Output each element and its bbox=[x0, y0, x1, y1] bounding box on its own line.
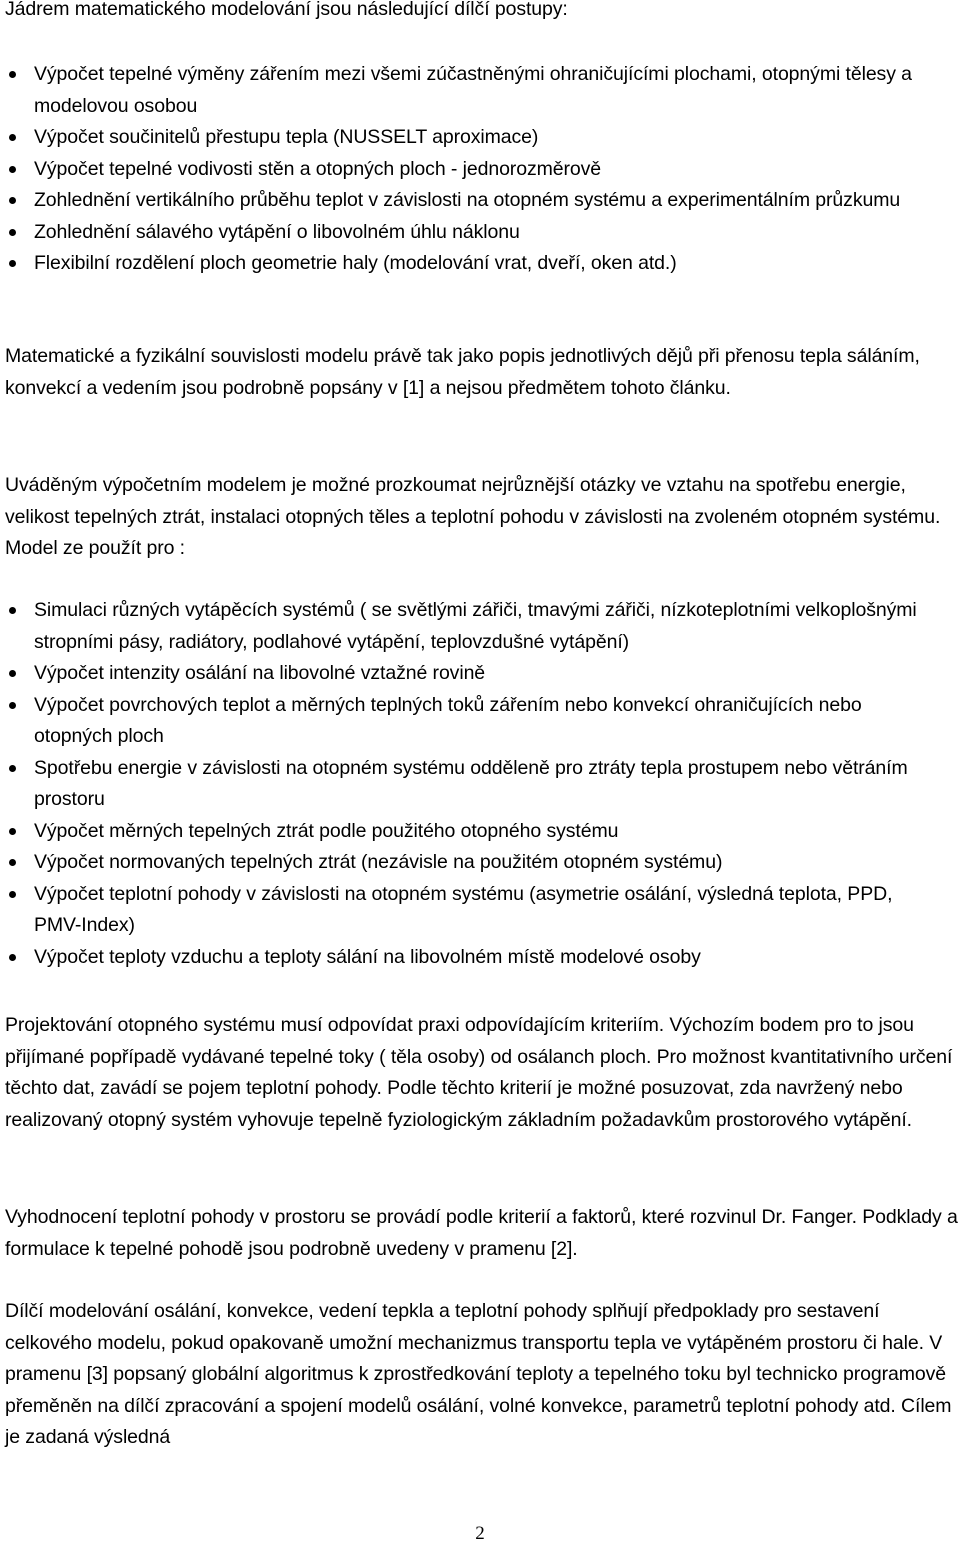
bullet-icon bbox=[9, 765, 16, 772]
list-item-text: Výpočet povrchových teplot a měrných teplných toků zářením nebo konvekcí ohraničujících nebo otopných ploch bbox=[34, 693, 862, 747]
list-item bbox=[0, 658, 930, 690]
bullet-icon bbox=[9, 260, 16, 267]
list-item-text: Výpočet tepelné výměny zářením mezi všemi zúčastněnými ohraničujícími plochami, otopnými tělesy a modelovou osobou bbox=[34, 63, 912, 117]
list-item-text: Výpočet normovaných tepelných ztrát (nezávisle na použitém otopném systému) bbox=[34, 851, 723, 873]
list-item bbox=[0, 154, 930, 186]
paragraph-math-physics: Matematické a fyzikální souvislosti modelu právě tak jako popis jednotlivých dějů při přenosu tepla sáláním, konvekcí a vedením jsou podrobně popsány v [1] a nejsou předmětem tohoto článku. bbox=[5, 345, 920, 399]
list-item-text: Zohlednění sálavého vytápění o libovolném úhlu náklonu bbox=[34, 220, 520, 243]
modeling-steps-list bbox=[0, 59, 930, 280]
bullet-icon bbox=[9, 607, 16, 614]
paragraph-heating-design: Projektování otopného systému musí odpovídat praxi odpovídajícím kriteriím. Výchozím bodem pro to jsou přijímané popřípadě vydávané tepelné toky ( těla osoby) od osálanch ploch. Pro možnost kvantitativního určení těchto dat, zavádí se pojem teplotní pohody. Podle těchto kriterií je možné posuzovat, zda navržený nebo realizovaný otopný systém vyhovuje tepelně fyziologickým základním požadavkům prostorového vytápění. bbox=[5, 1014, 953, 1131]
bullet-icon bbox=[9, 954, 16, 961]
bullet-icon bbox=[9, 828, 16, 835]
section-intro-heading: Jádrem matematického modelování jsou následující dílčí postupy: bbox=[5, 0, 568, 20]
list-item bbox=[0, 942, 930, 974]
list-item-text: Spotřebu energie v závislosti na otopném systému odděleně pro ztráty tepla prostupem nebo větráním prostoru bbox=[34, 756, 908, 810]
bullet-icon bbox=[9, 702, 16, 709]
list-item bbox=[0, 879, 930, 942]
bullet-icon bbox=[9, 891, 16, 898]
list-item bbox=[0, 185, 930, 217]
bullet-icon bbox=[9, 229, 16, 236]
list-item bbox=[0, 753, 930, 816]
paragraph-comfort-evaluation: Vyhodnocení teplotní pohody v prostoru se provádí podle kriterií a faktorů, které rozvinul Dr. Fanger. Podklady a formulace k tepelné pohodě jsou podrobně uvedeny v pramenu [2]. bbox=[5, 1206, 958, 1260]
bullet-icon bbox=[9, 71, 16, 78]
model-uses-list bbox=[0, 595, 930, 973]
list-item bbox=[0, 690, 930, 753]
list-item bbox=[0, 816, 930, 848]
paragraph-partial-modeling: Dílčí modelování osálání, konvekce, vedení tepkla a teplotní pohody splňují předpoklady pro sestavení celkového modelu, pokud opakovaně umožní mechanizmus transportu tepla ve vytápěném prostoru či hale. V pramenu [3] popsaný globální algoritmus k zprostředkování teploty a tepelného toku byl technicko programově přeměněn na dílčí zpracování a spojení modelů osálání, volné konvekce, parametrů teplotní pohody atd. Cílem je zadaná výsledná bbox=[5, 1300, 952, 1448]
bullet-icon bbox=[9, 670, 16, 677]
list-item-text: Výpočet intenzity osálání na libovolné vztažné rovině bbox=[34, 662, 486, 684]
bullet-icon bbox=[9, 134, 16, 141]
list-item-text: Výpočet teplotní pohody v závislosti na otopném systému (asymetrie osálání, výsledná teplota, PPD, PMV-Index) bbox=[34, 882, 893, 936]
bullet-icon bbox=[9, 197, 16, 204]
list-item-text: Flexibilní rozdělení ploch geometrie haly (modelování vrat, dveří, oken atd.) bbox=[34, 252, 677, 274]
bullet-icon bbox=[9, 166, 16, 173]
page-number: 2 bbox=[475, 1523, 485, 1544]
list-item-text: Výpočet měrných tepelných ztrát podle použitého otopného systému bbox=[34, 819, 619, 842]
list-item-text: Výpočet součinitelů přestupu tepla (NUSSELT aproximace) bbox=[34, 126, 539, 148]
list-item bbox=[0, 847, 930, 879]
paragraph-model-usage: Uváděným výpočetním modelem je možné prozkoumat nejrůznější otázky ve vztahu na spotřebu energie, velikost tepelných ztrát, instalaci otopných těles a teplotní pohodu v závislosti na zvoleném otopném systému. Model ze použít pro : bbox=[5, 474, 941, 559]
bullet-icon bbox=[9, 859, 16, 866]
list-item bbox=[0, 59, 930, 122]
list-item-text: Simulaci různých vytápěcích systémů ( se světlými zářiči, tmavými zářiči, nízkoteplotními velkoplošnými stropními pásy, radiátory, podlahové vytápění, teplovzdušné vytápění) bbox=[34, 599, 917, 653]
list-item bbox=[0, 595, 930, 658]
list-item bbox=[0, 248, 930, 280]
list-item-text: Zohlednění vertikálního průběhu teplot v závislosti na otopném systému a experimentálním průzkumu bbox=[34, 189, 901, 211]
list-item-text: Výpočet tepelné vodivosti stěn a otopných ploch - jednorozměrově bbox=[34, 157, 602, 180]
list-item-text: Výpočet teploty vzduchu a teploty sálání na libovolném místě modelové osoby bbox=[34, 945, 701, 968]
list-item bbox=[0, 217, 930, 249]
list-item bbox=[0, 122, 930, 154]
